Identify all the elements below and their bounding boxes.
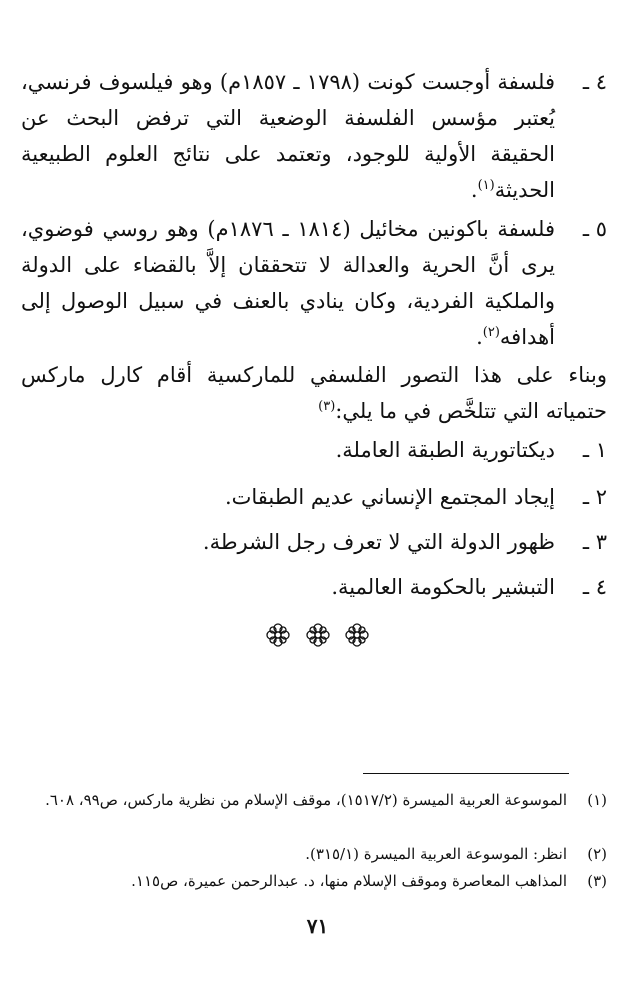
item-number: ٥ ـ: [582, 217, 607, 241]
footnote-number: (١): [587, 791, 607, 809]
list-item-1: [21, 432, 607, 468]
footnote-ref: (٣): [318, 399, 336, 414]
list-item-3: [21, 524, 607, 560]
list-text: ظهور الدولة التي لا تعرف رجل الشرطة.: [202, 530, 555, 554]
section-ornament: [0, 622, 635, 652]
flower-ornament-icon: [305, 622, 331, 648]
item-text: فلسفة أوجست كونت (١٧٩٨ ـ ١٨٥٧م) وهو فيلسوف فرنسي، يُعتبر مؤسس الفلسفة الوضعية التي ترفض البحث عن الحقيقة الأولية للوجود، وتعتمد على نتائج العلوم الطبيعية الحديثة$^{(١)}$.: [21, 70, 555, 202]
footnote-number: (٢): [587, 845, 607, 863]
list-number: ٣ ـ: [582, 530, 607, 554]
flower-ornament-icon: [265, 622, 291, 648]
footnote-text: انظر: الموسوعة العربية الميسرة (٣١٥/١).: [305, 845, 567, 863]
footnote-ref: (٢): [482, 325, 500, 340]
intro-paragraph: وبناء على هذا التصور الفلسفي للماركسية أقام كارل ماركس حتمياته التي تتلخَّص في ما يلي:$^{(٣)}$: [21, 363, 607, 423]
numbered-item-4: [21, 64, 607, 208]
item-text: فلسفة باكونين مخائيل (١٨١٤ ـ ١٨٧٦م) وهو روسي فوضوي، يرى أنَّ الحرية والعدالة لا تتحققان إلاَّ بالقضاء على الدولة والملكية الفردية، وكان ينادي بالعنف في سبيل الوصول إلى أهدافه$^{(٢)}$.: [21, 217, 555, 349]
list-number: ١ ـ: [582, 438, 607, 462]
footnote-number: (٣): [587, 872, 607, 890]
footnote-2: [21, 841, 607, 868]
flower-ornament-icon: [344, 622, 370, 648]
list-item-2: [21, 479, 607, 515]
footnote-divider: [363, 773, 569, 774]
page-number: ٧١: [306, 914, 329, 938]
footnote-text: الموسوعة العربية الميسرة (١٥١٧/٢)، موقف الإسلام من نظرية ماركس، ص٩٩، ٦٠٨.: [45, 791, 567, 809]
list-item-4: [21, 569, 607, 605]
footnote-ref: (١): [477, 178, 495, 193]
list-number: ٢ ـ: [582, 485, 607, 509]
list-number: ٤ ـ: [582, 575, 607, 599]
numbered-item-5: [21, 211, 607, 355]
footnote-text: المذاهب المعاصرة وموقف الإسلام منها، د. عبدالرحمن عميرة، ص١١٥.: [131, 872, 567, 890]
footnote-3: [21, 868, 607, 895]
item-number: ٤ ـ: [582, 70, 607, 94]
footnote-1: [21, 787, 607, 814]
list-text: إيجاد المجتمع الإنساني عديم الطبقات.: [224, 485, 555, 509]
list-text: التبشير بالحكومة العالمية.: [331, 575, 555, 599]
list-text: ديكتاتورية الطبقة العاملة.: [335, 438, 555, 462]
